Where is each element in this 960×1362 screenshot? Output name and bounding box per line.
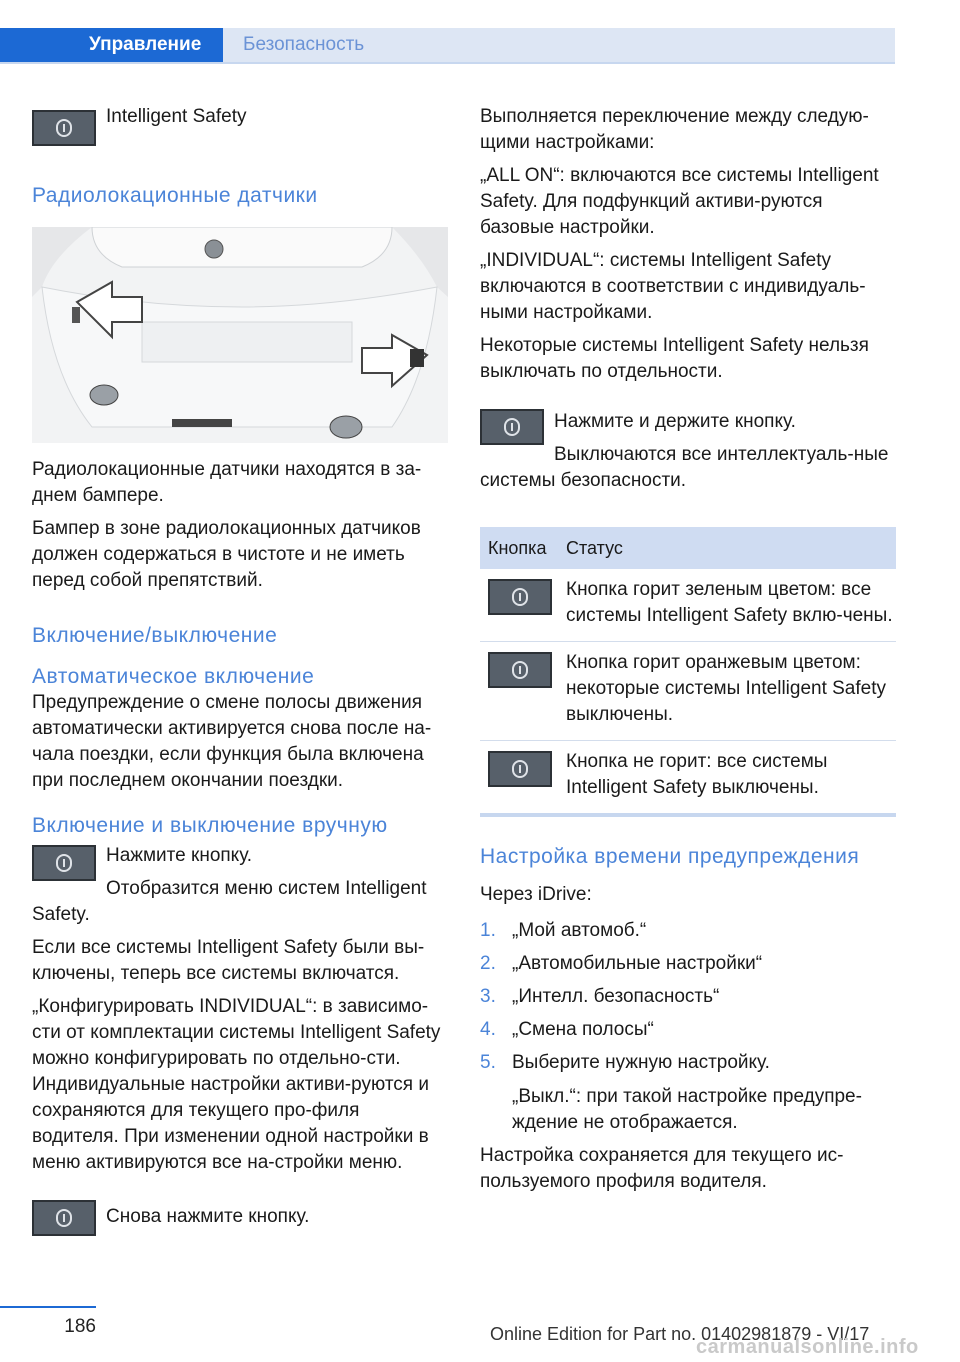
header-tabs bbox=[0, 0, 960, 62]
paragraph: Предупреждение о смене полосы движения автоматически активируется снова после на-чала поездки, если функция была включена при последнем окончании поездки. bbox=[32, 692, 432, 791]
button-row bbox=[32, 90, 448, 146]
list-item: 1. „Мой автомоб.“ bbox=[480, 920, 647, 941]
section-heading-radar: Радиолокационные датчики bbox=[32, 184, 318, 207]
intelligent-safety-button-icon bbox=[480, 409, 544, 445]
paragraph: Через iDrive: bbox=[480, 884, 592, 905]
section-heading-warning-time: Настройка времени предупреждения bbox=[480, 845, 860, 868]
watermark: carmanualsonline.info bbox=[696, 1336, 919, 1358]
button-label: Нажмите и держите кнопку. bbox=[554, 411, 796, 432]
button-row bbox=[32, 839, 448, 935]
intelligent-safety-button-icon bbox=[488, 652, 552, 688]
footer-divider bbox=[0, 1306, 96, 1308]
header-divider bbox=[0, 62, 895, 64]
table-cell-status: Кнопка горит зеленым цветом: все системы Intelligent Safety вклю-чены. bbox=[558, 569, 896, 642]
table-cell-status: Кнопка горит оранжевым цветом: некоторые системы Intelligent Safety выключены. bbox=[558, 642, 896, 741]
status-table bbox=[480, 527, 896, 817]
paragraph: Выключаются все интеллектуаль-ные системы безопасности. bbox=[480, 444, 889, 491]
paragraph: Настройка сохраняется для текущего ис-пользуемого профиля водителя. bbox=[480, 1145, 844, 1192]
tab-operation[interactable]: Управление bbox=[0, 28, 223, 62]
car-rear-image bbox=[32, 227, 448, 443]
paragraph: Если все системы Intelligent Safety были вы-ключены, теперь все системы включатся. bbox=[32, 937, 425, 984]
tab-safety[interactable]: Безопасность bbox=[223, 28, 895, 62]
edition-text: Online Edition for Part no. 01402981879 - VI/17 bbox=[490, 1324, 870, 1344]
table-cell-status: Кнопка не горит: все системы Intelligent Safety выключены. bbox=[558, 741, 896, 816]
button-label: Снова нажмите кнопку. bbox=[106, 1206, 310, 1227]
section-heading-onoff: Включение/выключение bbox=[32, 624, 278, 647]
paragraph: „Конфигурировать INDIVIDUAL“: в зависимо-сти от комплектации системы Intelligent Safety можно конфигурировать по отдельно-сти. Индивидуальные настройки активи-руются и сохраняются для текущего про-филя водителя. При изменении одной настройки в меню активируются все на-стройки меню. bbox=[32, 996, 441, 1173]
paragraph: Выполняется переключение между следую-щими настройками: bbox=[480, 106, 869, 153]
subheading-manual: Включение и выключение вручную bbox=[32, 814, 388, 837]
list-item: 2. „Автомобильные настройки“ bbox=[480, 953, 763, 974]
paragraph: „ALL ON“: включаются все системы Intelligent Safety. Для подфункций активи-руются базовые настройки. bbox=[480, 165, 879, 238]
car-rear-illustration bbox=[32, 227, 448, 443]
button-label: Нажмите кнопку. bbox=[106, 845, 253, 866]
list-item: 3. „Интелл. безопасность“ bbox=[480, 986, 720, 1007]
paragraph: „INDIVIDUAL“: системы Intelligent Safety включаются в соответствии с индивидуаль-ными настройками. bbox=[480, 250, 866, 323]
step-sub-note: „Выкл.“: при такой настройке предупре-ждение не отображается. bbox=[512, 1086, 862, 1133]
left-column bbox=[32, 90, 448, 1237]
right-column bbox=[480, 90, 896, 1202]
list-item: 5. Выберите нужную настройку. bbox=[480, 1052, 770, 1073]
paragraph: Бампер в зоне радиолокационных датчиков должен содержаться в чистоте и не иметь перед собой препятствий. bbox=[32, 518, 421, 591]
button-row bbox=[480, 403, 896, 501]
subheading-auto: Автоматическое включение bbox=[32, 665, 315, 688]
steps-list bbox=[480, 918, 896, 1076]
paragraph: Радиолокационные датчики находятся в за-днем бампере. bbox=[32, 459, 422, 506]
intelligent-safety-button-icon bbox=[488, 751, 552, 787]
intelligent-safety-button-icon bbox=[32, 1200, 96, 1236]
table-row bbox=[480, 642, 896, 741]
button-row bbox=[32, 1194, 448, 1237]
intelligent-safety-button-icon bbox=[488, 579, 552, 615]
list-item: 4. „Смена полосы“ bbox=[480, 1019, 654, 1040]
intelligent-safety-button-icon bbox=[32, 845, 96, 881]
intelligent-safety-button-icon bbox=[32, 110, 96, 146]
paragraph: Некоторые системы Intelligent Safety нельзя выключать по отдельности. bbox=[480, 335, 869, 382]
paragraph: Отобразится меню систем Intelligent Safety. bbox=[32, 878, 427, 925]
button-label: Intelligent Safety bbox=[106, 106, 247, 127]
table-row bbox=[480, 741, 896, 816]
table-header-button: Кнопка bbox=[480, 527, 558, 569]
page-number: 186 bbox=[64, 1316, 96, 1337]
table-header-status: Статус bbox=[558, 527, 896, 569]
table-row bbox=[480, 569, 896, 642]
